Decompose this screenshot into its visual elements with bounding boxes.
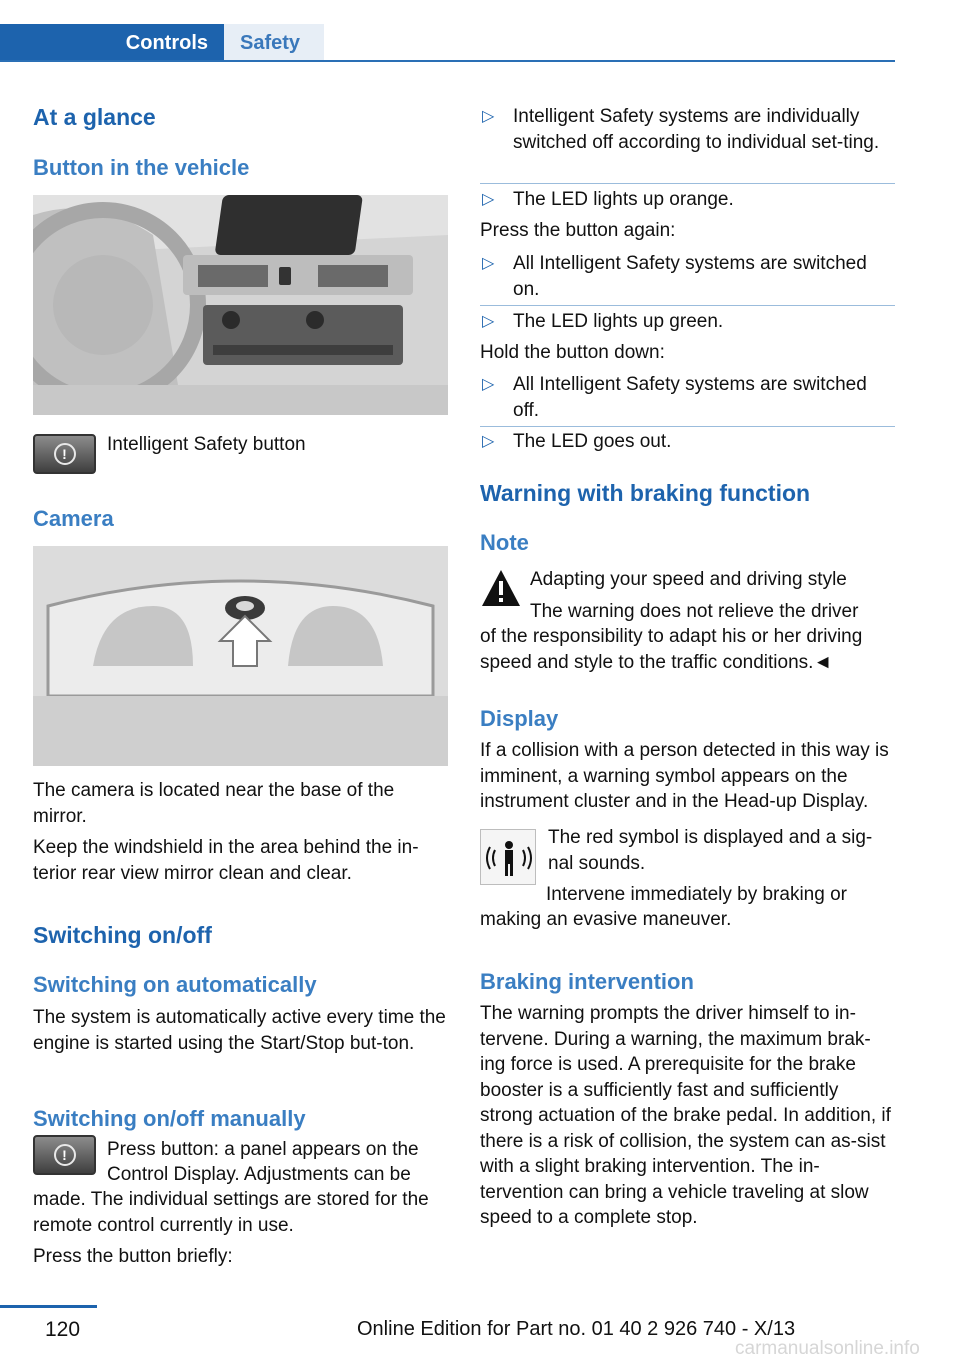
note-title: Adapting your speed and driving style: [530, 569, 847, 590]
triangle-bullet-icon: ▷: [482, 191, 495, 208]
dashboard-illustration: [33, 195, 448, 415]
divider: [480, 305, 895, 306]
dashboard-image: [33, 195, 448, 415]
pedestrian-warning-icon: [480, 829, 536, 885]
triangle-bullet-icon: ▷: [482, 255, 495, 272]
bullet-text: The LED goes out.: [513, 431, 672, 452]
symbol-text-1: The red symbol is displayed and a sig-nal sounds.: [548, 827, 873, 874]
interior-illustration: [33, 546, 448, 766]
edition-footer: Online Edition for Part no. 01 40 2 926 740 - X/13: [357, 1318, 796, 1340]
bullet-text: All Intelligent Safety systems are switched on.: [513, 253, 867, 300]
note-rest: of the responsibility to adapt his or her driving speed and style to the traffic conditions.◄: [480, 626, 863, 673]
display-heading: Display: [480, 706, 559, 731]
camera-clean-text: Keep the windshield in the area behind the in-terior rear view mirror clean and clear.: [33, 837, 419, 884]
bullet-text: The LED lights up green.: [513, 311, 724, 332]
divider: [480, 183, 895, 184]
camera-image: [33, 546, 448, 766]
symbol-text-2b: making an evasive maneuver.: [480, 909, 732, 930]
tab-safety[interactable]: Safety: [224, 24, 324, 62]
warning-triangle-icon: [480, 568, 522, 608]
warning-braking-heading: Warning with braking function: [480, 480, 811, 506]
divider: [480, 426, 895, 427]
intelligent-safety-button-icon: !: [33, 434, 96, 474]
page-number-rule: [0, 1305, 97, 1308]
page-number: 120: [45, 1318, 81, 1341]
manual-text-c: made. The individual settings are stored for the remote control currently in use.: [33, 1189, 429, 1236]
press-briefly-text: Press the button briefly:: [33, 1246, 233, 1267]
button-in-vehicle-heading: Button in the vehicle: [33, 155, 250, 180]
switching-on-off-heading: Switching on/off: [33, 922, 212, 948]
triangle-bullet-icon: ▷: [482, 313, 495, 330]
auto-text: The system is automatically active every time the engine is started using the Start/Stop but-ton.: [33, 1007, 446, 1054]
watermark: carmanualsonline.info: [735, 1338, 920, 1359]
press-again-text: Press the button again:: [480, 220, 676, 241]
switching-manually-heading: Switching on/off manually: [33, 1106, 306, 1131]
note-heading: Note: [480, 530, 529, 555]
triangle-bullet-icon: ▷: [482, 376, 495, 393]
hold-down-text: Hold the button down:: [480, 342, 665, 363]
camera-location-text: The camera is located near the base of the mirror.: [33, 780, 395, 827]
triangle-bullet-icon: ▷: [482, 433, 495, 450]
at-a-glance-heading: At a glance: [33, 104, 156, 130]
symbol-text-2a: Intervene immediately by braking or: [546, 884, 847, 905]
bullet-text: All Intelligent Safety systems are switched off.: [513, 374, 867, 421]
braking-intervention-heading: Braking intervention: [480, 969, 694, 994]
manual-text-b: Control Display. Adjustments can be: [107, 1164, 411, 1185]
manual-text-a: Press button: a panel appears on the: [107, 1139, 419, 1160]
triangle-bullet-icon: ▷: [482, 108, 495, 125]
button-caption: Intelligent Safety button: [107, 434, 306, 455]
camera-heading: Camera: [33, 506, 114, 531]
intelligent-safety-button-icon-2: !: [33, 1135, 96, 1175]
tab-controls[interactable]: Controls: [0, 24, 224, 62]
braking-text: The warning prompts the driver himself to in-tervene. During a warning, the maximum brak-ing force is used. A prerequisite for the brake booster is a sufficiently fast and sufficiently strong actuation of the brake pedal. In addition, if there is a risk of collision, the system can as-sist with a slight braking intervention. The in-tervention can bring a vehicle traveling at slow speed to a complete stop.: [480, 1003, 891, 1228]
header-rule: [0, 60, 895, 62]
switching-on-automatically-heading: Switching on automatically: [33, 972, 317, 997]
bullet-text: Intelligent Safety systems are individually switched off according to individual set-ting.: [513, 106, 880, 153]
display-text: If a collision with a person detected in this way is imminent, a warning symbol appears on the instrument cluster and in the Head-up Display.: [480, 740, 889, 812]
bullet-text: The LED lights up orange.: [513, 189, 734, 210]
note-line: The warning does not relieve the driver: [530, 601, 859, 622]
